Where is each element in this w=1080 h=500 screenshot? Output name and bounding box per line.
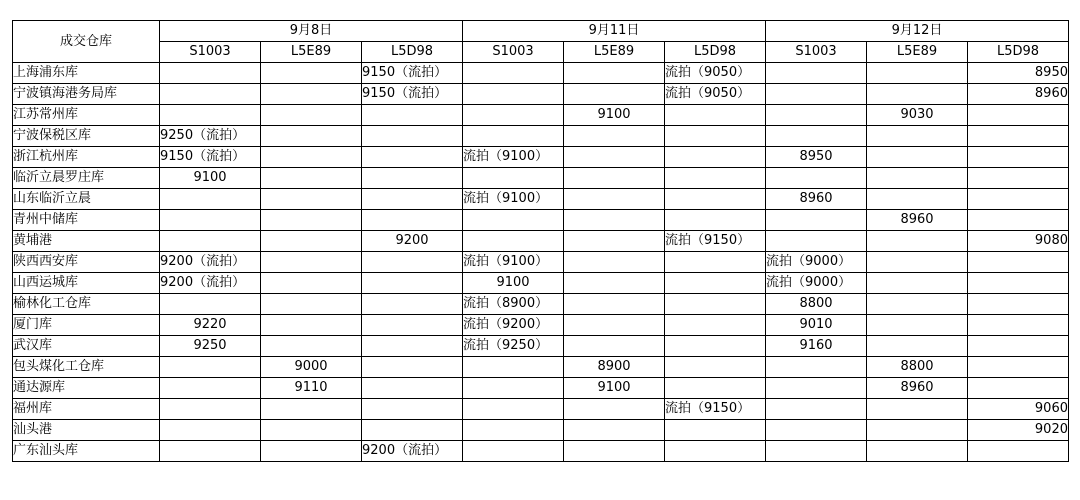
- price-cell: 流拍（9100）: [463, 147, 564, 168]
- price-cell: 9250: [160, 336, 261, 357]
- price-cell: [463, 378, 564, 399]
- warehouse-name: 上海浦东库: [13, 63, 160, 84]
- price-cell: [564, 84, 665, 105]
- price-cell: [362, 378, 463, 399]
- price-cell: 流拍（9150）: [665, 231, 766, 252]
- price-cell: [362, 147, 463, 168]
- warehouse-name: 武汉库: [13, 336, 160, 357]
- warehouse-name: 黄埔港: [13, 231, 160, 252]
- table-row: [13, 315, 1069, 336]
- price-cell: 8800: [867, 357, 968, 378]
- price-cell: [867, 189, 968, 210]
- warehouse-name: 广东汕头库: [13, 441, 160, 462]
- price-cell: [261, 105, 362, 126]
- price-cell: 8960: [867, 210, 968, 231]
- price-cell: [867, 84, 968, 105]
- code-header: L5E89: [867, 42, 968, 63]
- price-cell: [867, 63, 968, 84]
- price-cell: [463, 420, 564, 441]
- price-cell: 流拍（9050）: [665, 63, 766, 84]
- price-cell: [867, 315, 968, 336]
- price-cell: [665, 252, 766, 273]
- price-cell: [564, 273, 665, 294]
- table-row: [13, 378, 1069, 399]
- price-cell: [160, 105, 261, 126]
- price-cell: [665, 378, 766, 399]
- code-header: S1003: [463, 42, 564, 63]
- price-cell: [463, 399, 564, 420]
- price-cell: [160, 63, 261, 84]
- price-cell: [463, 231, 564, 252]
- price-cell: 9100: [564, 378, 665, 399]
- table-row: [13, 357, 1069, 378]
- price-cell: [261, 210, 362, 231]
- price-cell: [160, 210, 261, 231]
- price-cell: [867, 294, 968, 315]
- price-cell: [564, 126, 665, 147]
- price-cell: [867, 252, 968, 273]
- table-row: [13, 252, 1069, 273]
- table-row: [13, 63, 1069, 84]
- price-cell: [463, 84, 564, 105]
- price-cell: [261, 252, 362, 273]
- price-cell: [968, 294, 1069, 315]
- price-cell: 8960: [766, 189, 867, 210]
- table-row: [13, 420, 1069, 441]
- price-cell: [766, 231, 867, 252]
- price-cell: [261, 336, 362, 357]
- price-cell: [564, 252, 665, 273]
- price-cell: [766, 105, 867, 126]
- price-cell: [665, 294, 766, 315]
- price-cell: [968, 168, 1069, 189]
- price-cell: [766, 168, 867, 189]
- table-row: [13, 231, 1069, 252]
- table-row: [13, 399, 1069, 420]
- code-header: L5D98: [362, 42, 463, 63]
- warehouse-name: 通达源库: [13, 378, 160, 399]
- price-cell: 9200（流拍）: [160, 273, 261, 294]
- price-cell: [766, 420, 867, 441]
- price-cell: 流拍（9050）: [665, 84, 766, 105]
- price-cell: [766, 399, 867, 420]
- price-cell: [968, 210, 1069, 231]
- price-cell: [261, 441, 362, 462]
- price-cell: [160, 441, 261, 462]
- price-cell: [160, 231, 261, 252]
- price-cell: 8950: [766, 147, 867, 168]
- price-cell: [665, 105, 766, 126]
- price-cell: 流拍（9200）: [463, 315, 564, 336]
- price-cell: [261, 399, 362, 420]
- price-cell: 9100: [564, 105, 665, 126]
- auction-results-table: [12, 20, 1069, 462]
- price-cell: [362, 399, 463, 420]
- price-cell: [665, 420, 766, 441]
- price-cell: 9150（流拍）: [362, 84, 463, 105]
- date-header-sep11: 9月11日: [463, 21, 766, 42]
- price-cell: [564, 294, 665, 315]
- table-row: [13, 189, 1069, 210]
- price-cell: [362, 105, 463, 126]
- table-row: [13, 126, 1069, 147]
- code-header: L5E89: [564, 42, 665, 63]
- price-cell: [564, 189, 665, 210]
- table-row: [13, 105, 1069, 126]
- price-cell: 流拍（9100）: [463, 252, 564, 273]
- price-cell: 9000: [261, 357, 362, 378]
- price-cell: [362, 315, 463, 336]
- price-cell: 9150（流拍）: [362, 63, 463, 84]
- price-cell: [766, 126, 867, 147]
- table-row: [13, 294, 1069, 315]
- table-row: [13, 147, 1069, 168]
- price-cell: 9200: [362, 231, 463, 252]
- price-cell: 流拍（9250）: [463, 336, 564, 357]
- price-cell: [463, 441, 564, 462]
- table-row: [13, 168, 1069, 189]
- table-row: [13, 441, 1069, 462]
- price-cell: [261, 126, 362, 147]
- price-cell: [867, 399, 968, 420]
- price-cell: [463, 168, 564, 189]
- price-cell: [463, 126, 564, 147]
- price-cell: [463, 210, 564, 231]
- price-cell: 9100: [160, 168, 261, 189]
- price-cell: 9060: [968, 399, 1069, 420]
- warehouse-column-header: 成交仓库: [13, 21, 160, 63]
- price-cell: [160, 399, 261, 420]
- date-header-sep8: 9月8日: [160, 21, 463, 42]
- price-cell: [968, 357, 1069, 378]
- price-cell: [463, 105, 564, 126]
- price-cell: [766, 63, 867, 84]
- price-cell: 9200（流拍）: [160, 252, 261, 273]
- price-cell: [564, 168, 665, 189]
- table-row: [13, 273, 1069, 294]
- price-cell: [665, 315, 766, 336]
- price-cell: [968, 273, 1069, 294]
- price-cell: [564, 399, 665, 420]
- price-cell: 8950: [968, 63, 1069, 84]
- price-cell: 9220: [160, 315, 261, 336]
- price-cell: [463, 63, 564, 84]
- price-cell: [867, 168, 968, 189]
- price-cell: [160, 357, 261, 378]
- price-cell: [261, 84, 362, 105]
- warehouse-name: 江苏常州库: [13, 105, 160, 126]
- warehouse-name: 临沂立晨罗庄库: [13, 168, 160, 189]
- price-cell: [766, 378, 867, 399]
- price-cell: 9200（流拍）: [362, 441, 463, 462]
- date-header-sep12: 9月12日: [766, 21, 1069, 42]
- price-cell: 9030: [867, 105, 968, 126]
- price-cell: [665, 189, 766, 210]
- warehouse-name: 山西运城库: [13, 273, 160, 294]
- price-cell: [968, 378, 1069, 399]
- price-cell: [867, 126, 968, 147]
- price-cell: 9150（流拍）: [160, 147, 261, 168]
- price-cell: [261, 147, 362, 168]
- price-cell: [362, 357, 463, 378]
- warehouse-name: 山东临沂立晨: [13, 189, 160, 210]
- price-cell: 9250（流拍）: [160, 126, 261, 147]
- price-cell: [968, 441, 1069, 462]
- price-cell: [766, 210, 867, 231]
- price-cell: 9080: [968, 231, 1069, 252]
- price-cell: [362, 168, 463, 189]
- price-cell: [261, 273, 362, 294]
- price-cell: 9160: [766, 336, 867, 357]
- price-cell: [867, 147, 968, 168]
- warehouse-name: 宁波保税区库: [13, 126, 160, 147]
- price-cell: [463, 357, 564, 378]
- price-cell: [160, 294, 261, 315]
- price-cell: [766, 441, 867, 462]
- price-cell: [968, 126, 1069, 147]
- code-header: S1003: [160, 42, 261, 63]
- warehouse-name: 福州库: [13, 399, 160, 420]
- price-cell: [968, 105, 1069, 126]
- price-cell: [362, 126, 463, 147]
- price-cell: [665, 336, 766, 357]
- price-cell: [362, 189, 463, 210]
- price-cell: [160, 84, 261, 105]
- price-cell: [160, 189, 261, 210]
- warehouse-name: 榆林化工仓库: [13, 294, 160, 315]
- price-cell: 8960: [968, 84, 1069, 105]
- price-cell: 9020: [968, 420, 1069, 441]
- price-cell: [867, 273, 968, 294]
- code-header: L5E89: [261, 42, 362, 63]
- price-cell: [968, 147, 1069, 168]
- price-cell: [665, 273, 766, 294]
- price-cell: 8800: [766, 294, 867, 315]
- price-cell: 8960: [867, 378, 968, 399]
- warehouse-name: 包头煤化工仓库: [13, 357, 160, 378]
- price-cell: [564, 63, 665, 84]
- price-cell: [665, 126, 766, 147]
- warehouse-name: 青州中储库: [13, 210, 160, 231]
- price-cell: [564, 231, 665, 252]
- price-cell: [968, 252, 1069, 273]
- price-cell: [564, 336, 665, 357]
- warehouse-name: 厦门库: [13, 315, 160, 336]
- table-row: [13, 210, 1069, 231]
- price-cell: 流拍（9150）: [665, 399, 766, 420]
- price-cell: [564, 315, 665, 336]
- price-cell: [665, 357, 766, 378]
- warehouse-name: 陕西西安库: [13, 252, 160, 273]
- price-cell: [968, 336, 1069, 357]
- price-cell: [160, 378, 261, 399]
- price-cell: [867, 231, 968, 252]
- price-cell: [261, 168, 362, 189]
- price-cell: 9110: [261, 378, 362, 399]
- price-cell: [867, 420, 968, 441]
- price-cell: [867, 336, 968, 357]
- price-cell: [160, 420, 261, 441]
- price-cell: [261, 63, 362, 84]
- price-cell: [665, 441, 766, 462]
- price-cell: 流拍（8900）: [463, 294, 564, 315]
- price-cell: [261, 294, 362, 315]
- price-cell: 流拍（9100）: [463, 189, 564, 210]
- price-cell: [564, 441, 665, 462]
- price-cell: 9100: [463, 273, 564, 294]
- price-cell: [665, 168, 766, 189]
- price-cell: 8900: [564, 357, 665, 378]
- price-cell: [362, 420, 463, 441]
- price-cell: [564, 420, 665, 441]
- price-cell: 流拍（9000）: [766, 273, 867, 294]
- price-cell: [362, 273, 463, 294]
- code-header: L5D98: [968, 42, 1069, 63]
- price-cell: [564, 210, 665, 231]
- price-cell: 流拍（9000）: [766, 252, 867, 273]
- price-cell: [261, 315, 362, 336]
- code-header: S1003: [766, 42, 867, 63]
- price-cell: [968, 315, 1069, 336]
- price-cell: [261, 231, 362, 252]
- code-header: L5D98: [665, 42, 766, 63]
- price-cell: [665, 147, 766, 168]
- price-cell: [362, 294, 463, 315]
- price-cell: [362, 252, 463, 273]
- table-row: [13, 336, 1069, 357]
- warehouse-name: 浙江杭州库: [13, 147, 160, 168]
- price-cell: [766, 84, 867, 105]
- table-row: [13, 84, 1069, 105]
- price-cell: 9010: [766, 315, 867, 336]
- price-cell: [665, 210, 766, 231]
- price-cell: [261, 420, 362, 441]
- price-cell: [564, 147, 665, 168]
- price-cell: [968, 189, 1069, 210]
- price-cell: [362, 336, 463, 357]
- table-body: [13, 63, 1069, 462]
- price-cell: [261, 189, 362, 210]
- price-cell: [867, 441, 968, 462]
- warehouse-name: 汕头港: [13, 420, 160, 441]
- warehouse-name: 宁波镇海港务局库: [13, 84, 160, 105]
- price-cell: [362, 210, 463, 231]
- price-cell: [766, 357, 867, 378]
